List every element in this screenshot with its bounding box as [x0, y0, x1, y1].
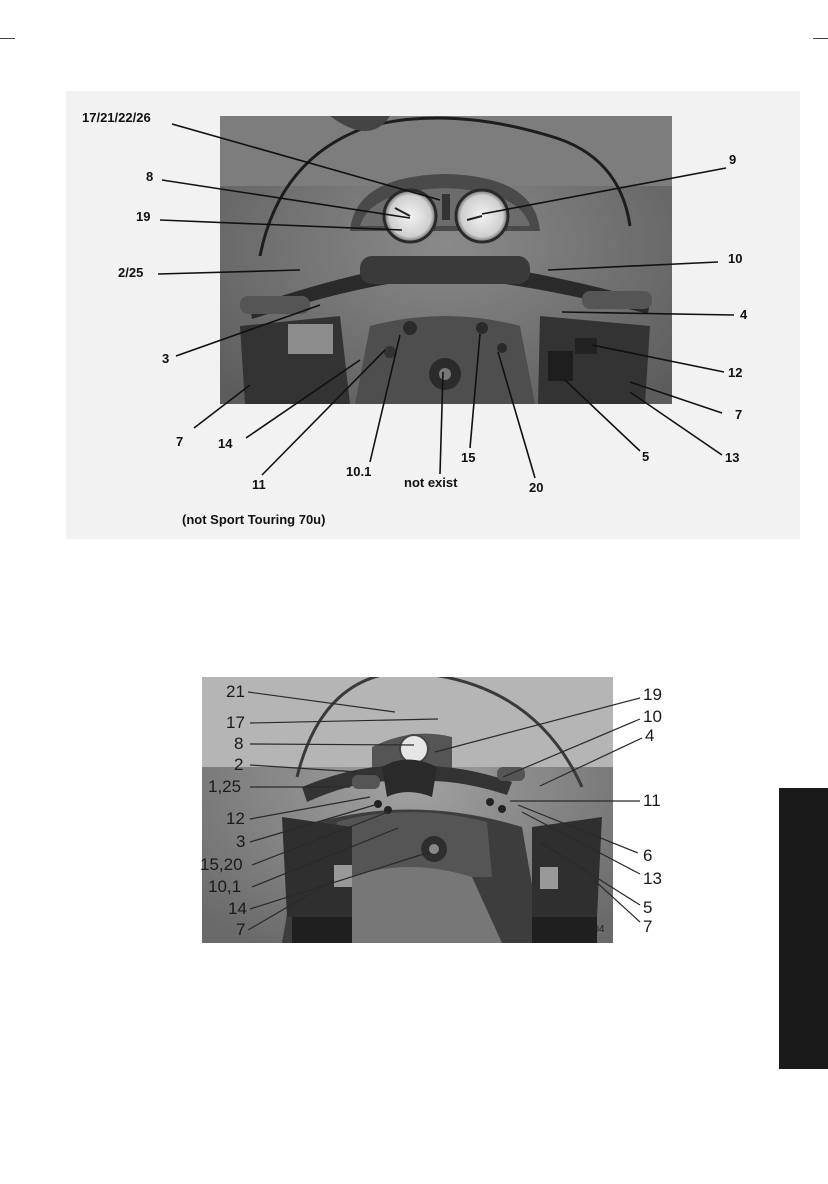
crop-mark-left	[0, 38, 15, 39]
callout2-17: 17	[226, 713, 245, 732]
callout2-7-right: 7	[643, 917, 653, 936]
callout2-14: 14	[228, 899, 247, 918]
crop-mark-right	[813, 38, 828, 39]
callout2-10-1: 10,1	[208, 877, 242, 896]
callout-3: 3	[162, 351, 170, 366]
callout-8: 8	[146, 169, 154, 184]
callout-17-21-22-26: 17/21/22/26	[82, 110, 151, 125]
callout-19: 19	[136, 209, 151, 224]
figure-2-photo	[202, 677, 613, 943]
callout-12: 12	[728, 365, 743, 380]
callout2-3: 3	[236, 832, 246, 851]
callout2-6: 6	[643, 846, 653, 865]
section-thumb-tab	[779, 788, 828, 1069]
callout2-11: 11	[643, 791, 661, 810]
callout-13: 13	[725, 450, 740, 465]
callout2-10: 10	[643, 707, 662, 726]
callout2-12: 12	[226, 809, 245, 828]
callout-20: 20	[529, 480, 544, 495]
callout2-7-left: 7	[236, 920, 246, 939]
callout-7-left: 7	[176, 434, 184, 449]
callout2-4: 4	[645, 726, 655, 745]
callout-14: 14	[218, 436, 233, 451]
callout-not-exist: not exist	[404, 475, 458, 490]
callout2-1-25: 1,25	[208, 777, 242, 796]
figure-2-photo-code: 00062204	[560, 924, 605, 935]
callout-5: 5	[642, 449, 650, 464]
callout-9: 9	[729, 152, 737, 167]
callout-10-1: 10.1	[346, 464, 372, 479]
figure-1-note: (not Sport Touring 70u)	[182, 512, 326, 527]
callout2-21: 21	[226, 682, 245, 701]
callout2-15-20: 15,20	[200, 855, 243, 874]
callout-2-25: 2/25	[118, 265, 144, 280]
callout-4: 4	[740, 307, 748, 322]
figure-1-photo	[220, 116, 672, 404]
callout2-5: 5	[643, 898, 653, 917]
callout2-2: 2	[234, 755, 244, 774]
callout-10: 10	[728, 251, 743, 266]
callout2-8: 8	[234, 734, 244, 753]
callout-7-right: 7	[735, 407, 743, 422]
callout-11: 11	[252, 477, 266, 492]
callout2-13: 13	[643, 869, 662, 888]
callout2-19: 19	[643, 685, 662, 704]
callout-15: 15	[461, 450, 476, 465]
